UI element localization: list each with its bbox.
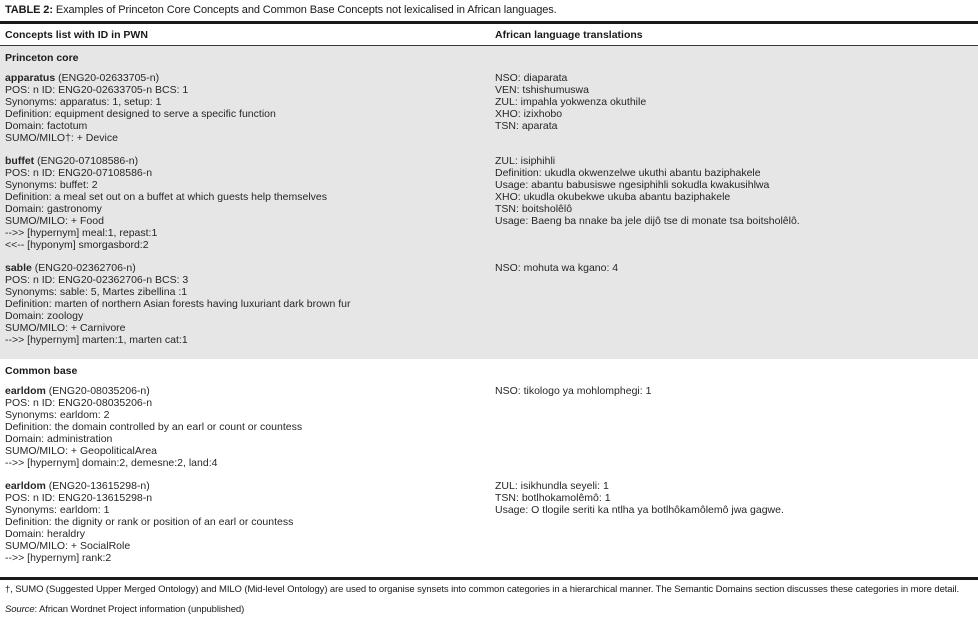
headword: sable [5,262,32,274]
headword-line: sable (ENG20-02362706-n) [5,262,136,274]
entry-line: NSO: diaparata [495,72,568,84]
table-title-text: Examples of Princeton Core Concepts and Common Base Concepts not lexicalised in African languages. [55,4,557,16]
concept-entry [0,385,978,469]
entry-line: -->> [hypernym] meal:1, repast:1 [5,227,158,239]
headword-line: earldom (ENG20-08035206-n) [5,385,150,397]
entry-line: XHO: ukudla okubekwe ukuba abantu baziphakele [495,191,731,203]
entry-line: Definition: ukudla okwenzelwe ukuthi abantu baziphakele [495,167,761,179]
table-caption [0,0,978,24]
translation-cell [489,385,978,397]
entry-line: SUMO/MILO: + Carnivore [5,322,126,334]
headword: buffet [5,155,35,167]
entry-line: Definition: a meal set out on a buffet at which guests help themselves [5,191,327,203]
entry-line: -->> [hypernym] marten:1, marten cat:1 [5,334,188,346]
entry-line: TSN: boitsholêlô [495,203,573,215]
entry-line: ZUL: impahla yokwenza okuthile [495,96,647,108]
entry-line: Synonyms: sable: 5, Martes zibellina :1 [5,286,188,298]
entry-line: Domain: zoology [5,310,84,322]
concept-entry [0,72,978,144]
entry-line: POS: n ID: ENG20-02633705-n BCS: 1 [5,84,189,96]
table-body [0,46,978,577]
section-title: Princeton core [5,52,79,64]
entry-line: -->> [hypernym] domain:2, demesne:2, land:4 [5,457,218,469]
entry-line: Synonyms: earldom: 1 [5,504,110,516]
concept-entry [0,155,978,251]
entry-line: Synonyms: apparatus: 1, setup: 1 [5,96,162,108]
entry-line: Domain: administration [5,433,113,445]
entry-line: NSO: tikologo ya mohlomphegi: 1 [495,385,652,397]
source-label: Source [5,604,35,615]
entry-line: POS: n ID: ENG20-07108586-n [5,167,153,179]
translation-cell [489,72,978,132]
entry-line: Domain: gastronomy [5,203,102,215]
entry-line: XHO: izixhobo [495,108,563,120]
section-common-base [0,359,978,577]
headword: apparatus [5,72,56,84]
entry-line: POS: n ID: ENG20-08035206-n [5,397,153,409]
column-header-concepts: Concepts list with ID in PWN [5,29,148,41]
concept-cell [0,480,489,564]
entry-line: Definition: marten of northern Asian forests having luxuriant dark brown fur [5,298,351,310]
translation-cell [489,155,978,227]
entry-line: POS: n ID: ENG20-13615298-n [5,492,153,504]
entry-line: Usage: O tlogile seriti ka ntlha ya botlhôkamôlemô jwa gagwe. [495,504,784,516]
source-text: : African Wordnet Project information (unpublished) [34,604,245,615]
concept-cell [0,385,489,469]
entry-line: SUMO/MILO†: + Device [5,132,118,144]
entry-line: ZUL: isikhundla seyeli: 1 [495,480,609,492]
section-title: Common base [5,365,78,377]
entry-line: SUMO/MILO: + SocialRole [5,540,131,552]
entry-line: NSO: mohuta wa kgano: 4 [495,262,619,274]
column-header-translations: African language translations [495,29,643,41]
entry-line: TSN: botlhokamolêmô: 1 [495,492,611,504]
entry-line: Definition: the dignity or rank or position of an earl or countess [5,516,294,528]
entry-line: -->> [hypernym] rank:2 [5,552,112,564]
concept-cell [0,155,489,251]
footnote-text: †, SUMO (Suggested Upper Merged Ontology) and MILO (Mid-level Ontology) are used to organise synsets into common categories in a hierarchical manner. The Semantic Domains section discusses these categories in more detail. [5,584,960,595]
entry-line: Synonyms: earldom: 2 [5,409,110,421]
translation-cell [489,480,978,516]
headword-line: apparatus (ENG20-02633705-n) [5,72,160,84]
table-number-label: TABLE 2: [5,4,53,16]
entry-line: Domain: heraldry [5,528,85,540]
column-header-row [0,24,978,46]
entry-line: Synonyms: buffet: 2 [5,179,98,191]
entry-line: SUMO/MILO: + Food [5,215,104,227]
entry-line: Domain: factotum [5,120,88,132]
translation-cell [489,262,978,274]
entry-line: Definition: equipment designed to serve a specific function [5,108,276,120]
entry-line: <<-- [hyponym] smorgasbord:2 [5,239,149,251]
concept-entry [0,262,978,346]
entry-line: TSN: aparata [495,120,558,132]
headword: earldom [5,385,46,397]
concept-cell [0,262,489,346]
entry-line: POS: n ID: ENG20-02362706-n BCS: 3 [5,274,189,286]
entry-line: Usage: Baeng ba nnake ba jele dijô tse di monate tsa boitsholêlô. [495,215,800,227]
entry-line: Definition: the domain controlled by an earl or count or countess [5,421,303,433]
headword-line: earldom (ENG20-13615298-n) [5,480,150,492]
section-princeton-core [0,46,978,359]
headword: earldom [5,480,46,492]
source-line [5,604,973,616]
table-footer [0,577,978,616]
entry-line: VEN: tshishumuswa [495,84,589,96]
entry-line: Usage: abantu babusiswe ngesiphihli sokudla kwakusihlwa [495,179,770,191]
concept-entry [0,480,978,564]
headword-line: buffet (ENG20-07108586-n) [5,155,139,167]
entry-line: SUMO/MILO: + GeopoliticalArea [5,445,158,457]
entry-line: ZUL: isiphihli [495,155,556,167]
concept-cell [0,72,489,144]
